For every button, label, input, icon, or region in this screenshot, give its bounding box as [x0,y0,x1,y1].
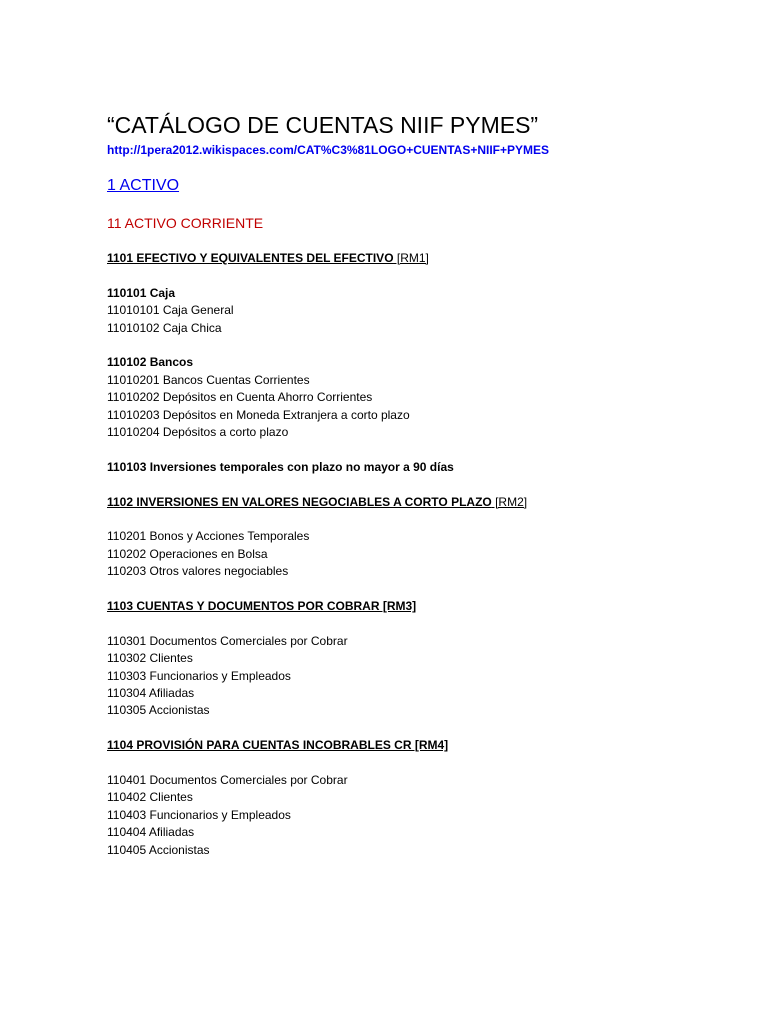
section-1102 [107,494,747,598]
list-item: 110305 Accionistas [107,703,210,718]
account-110102: 110102 Bancos [107,355,194,370]
heading-activo[interactable]: 1 ACTIVO [107,177,180,194]
section-1101-title-text: 1101 EFECTIVO Y EQUIVALENTES DEL EFECTIVO [107,251,394,265]
list-item: 11010202 Depósitos en Cuenta Ahorro Corrientes [107,390,373,405]
account-110101: 110101 Caja [107,285,176,300]
list-item: 11010101 Caja General [107,303,234,318]
spacer [107,755,747,772]
list-item: 110203 Otros valores negociables [107,564,289,579]
section-1102-title-text: 1102 INVERSIONES EN VALORES NEGOCIABLES A CORTO PLAZO [107,494,492,509]
list-item: 11010102 Caja Chica [107,320,222,335]
spacer [107,441,747,458]
list-item: 110301 Documentos Comerciales por Cobrar [107,633,348,648]
section-1101-title [107,250,747,267]
section-1102-comment-ref[interactable]: [RM2] [491,494,528,509]
section-1101 [107,250,747,494]
source-link[interactable]: http://1pera2012.wikispaces.com/CAT%C3%81LOGO+CUENTAS+NIIF+PYMES [107,143,550,157]
spacer [107,720,747,737]
spacer [107,511,747,528]
list-item: 110401 Documentos Comerciales por Cobrar [107,773,348,788]
spacer [107,267,747,284]
document-content [107,110,747,859]
spacer [107,337,747,354]
section-1102-title [107,494,747,511]
spacer [107,581,747,598]
document-title: “CATÁLOGO DE CUENTAS NIIF PYMES” [107,112,539,138]
list-item: 11010201 Bancos Cuentas Corrientes [107,372,310,387]
spacer [107,476,747,493]
spacer [107,615,747,632]
list-item: 110202 Operaciones en Bolsa [107,546,268,561]
list-item: 110303 Funcionarios y Empleados [107,668,291,683]
list-item: 110402 Clientes [107,790,193,805]
list-item: 11010204 Depósitos a corto plazo [107,425,289,440]
list-item: 11010203 Depósitos en Moneda Extranjera a corto plazo [107,407,410,422]
section-1103-title: 1103 CUENTAS Y DOCUMENTOS POR COBRAR [RM3] [107,599,417,614]
account-110103: 110103 Inversiones temporales con plazo no mayor a 90 días [107,459,454,474]
section-1101-comment-ref[interactable]: [RM1] [393,251,429,265]
section-1104-title: 1104 PROVISIÓN PARA CUENTAS INCOBRABLES CR [RM4] [107,738,449,753]
list-item: 110302 Clientes [107,651,193,666]
list-item: 110304 Afiliadas [107,686,195,701]
list-item: 110201 Bonos y Acciones Temporales [107,529,310,544]
list-item: 110405 Accionistas [107,842,210,857]
heading-activo-corriente: 11 ACTIVO CORRIENTE [107,215,264,231]
list-item: 110403 Funcionarios y Empleados [107,807,291,822]
section-1104 [107,737,747,859]
list-item: 110404 Afiliadas [107,825,195,840]
section-1103 [107,598,747,737]
